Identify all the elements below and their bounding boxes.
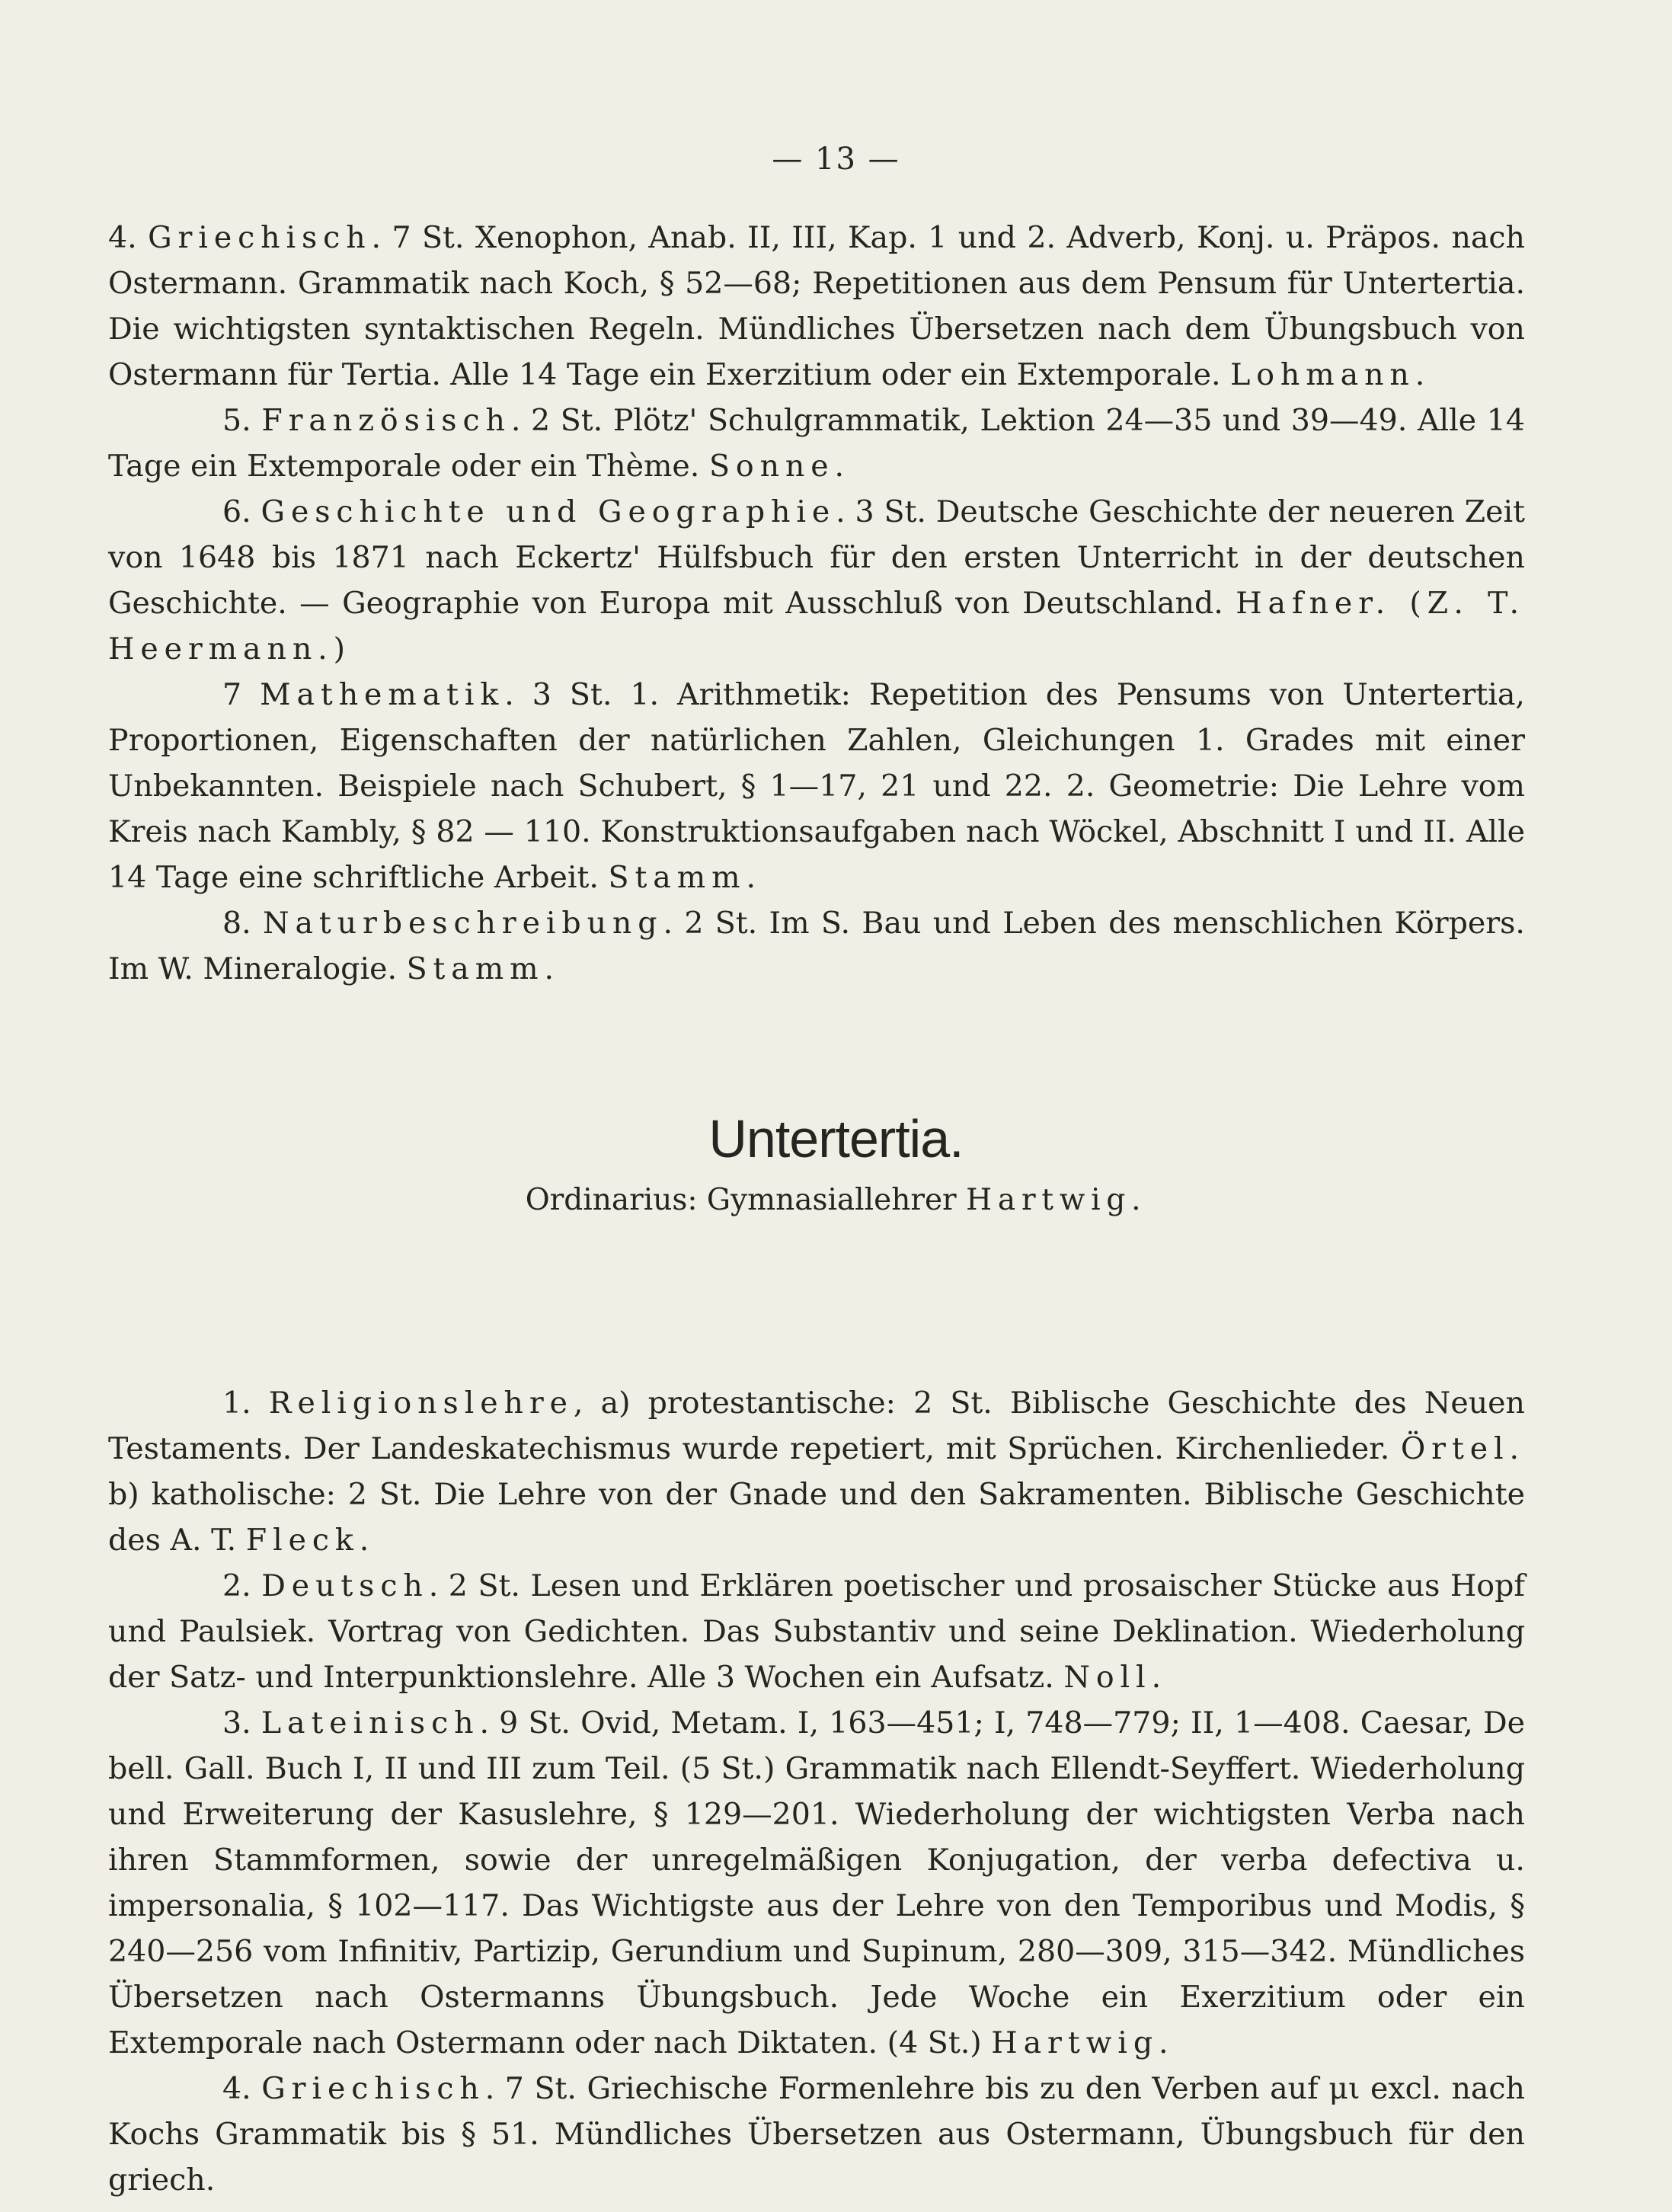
subject-mathematik: Mathematik xyxy=(260,677,505,712)
section-obertertia-continued xyxy=(108,215,1525,992)
paragraph-deutsch: 2. Deutsch. 2 St. Lesen und Erklären poetischer und prosaischer Stücke aus Hopf und Paulsiek. Vortrag von Gedichten. Das Substantiv und seine Deklination. Wiederholung der Satz- und Interpunktionslehre. Alle 3 Wochen ein Aufsatz. Noll. xyxy=(108,1568,1525,1695)
paragraph-lateinisch: 3. Lateinisch. 9 St. Ovid, Metam. I, 163—451; I, 748—779; II, 1—408. Caesar, De bell. Gall. Buch I, II und III zum Teil. (5 St.) Grammatik nach Ellendt-Seyffert. Wiederholung und Erweiterung der Kasuslehre, § 129—201. Wiederholung der wichtigsten Verba nach ihren Stammformen, sowie der unregelmäßigen Konjugation, der verba defectiva u. impersonalia, § 102—117. Das Wichtigste aus der Lehre von den Temporibus und Modis, § 240—256 vom Infinitiv, Partizip, Gerundium und Supinum, 280—309, 315—342. Mündliches Übersetzen nach Ostermanns Übungsbuch. Jede Woche ein Exerzitium oder ein Extemporale nach Ostermann oder nach Diktaten. (4 St.) Hartwig. xyxy=(108,1705,1525,2060)
subject-griechisch: Griechisch xyxy=(148,220,372,255)
section-untertertia xyxy=(108,1380,1525,2203)
subject-religionslehre: Religionslehre xyxy=(268,1386,574,1421)
teacher-name: Hafner. (Z. T. Heermann.) xyxy=(108,586,1525,666)
subject-franzoesisch: Französisch xyxy=(261,403,511,438)
page-number: — 13 — xyxy=(772,142,900,177)
paragraph-naturbeschreibung: 8. Naturbeschreibung. 2 St. Im S. Bau und Leben des menschlichen Körpers. Im W. Mineralogie. Stamm. xyxy=(108,906,1525,986)
paragraph-religionslehre: 1. Religionslehre, a) protestantische: 2 St. Biblische Geschichte des Neuen Testaments. Der Landeskatechismus wurde repetiert, mit Sprüchen. Kirchenlieder. Örtel. b) katholische: 2 St. Die Lehre von der Gnade und den Sakramenten. Biblische Geschichte des A. T. Fleck. xyxy=(108,1386,1525,1558)
teacher-name: Fleck. xyxy=(245,1523,376,1558)
paragraph-mathematik: 7 Mathematik. 3 St. 1. Arithmetik: Repetition des Pensums von Untertertia, Proportionen, Eigenschaften der natürlichen Zahlen, Gleichungen 1. Grades mit einer Unbekannten. Beispiele nach Schubert, § 1—17, 21 und 22. 2. Geometrie: Die Lehre vom Kreis nach Kambly, § 82 — 110. Konstruktionsaufgaben nach Wöckel, Abschnitt I und II. Alle 14 Tage eine schriftliche Arbeit. Stamm. xyxy=(108,677,1525,895)
subject-deutsch: Deutsch xyxy=(261,1568,429,1603)
paragraph-franzoesisch: 5. Französisch. 2 St. Plötz' Schulgrammatik, Lektion 24—35 und 39—49. Alle 14 Tage ein Extemporale oder ein Thème. Sonne. xyxy=(108,403,1526,484)
ordinarius-line: Ordinarius: Gymnasiallehrer Hartwig. xyxy=(525,1183,1147,1217)
teacher-name: Noll. xyxy=(1063,1660,1168,1695)
paragraph-griechisch: 4. Griechisch. 7 St. Xenophon, Anab. II, III, Kap. 1 und 2. Adverb, Konj. u. Präpos. nach Ostermann. Grammatik nach Koch, § 52—68; Repetitionen aus dem Pensum für Untertertia. Die wichtigsten syntaktischen Regeln. Mündliches Übersetzen nach dem Übungsbuch von Ostermann für Tertia. Alle 14 Tage ein Exerzitium oder ein Extemporale. Lohmann. xyxy=(108,220,1525,392)
subject-griechisch: Griechisch xyxy=(261,2071,485,2106)
teacher-name: Örtel. xyxy=(1400,1431,1525,1466)
subject-lateinisch: Lateinisch xyxy=(261,1705,480,1741)
teacher-name: Lohmann. xyxy=(1230,357,1431,392)
class-heading: Untertertia. xyxy=(708,1109,964,1168)
teacher-name: Hartwig. xyxy=(991,2025,1175,2060)
ordinarius-name: Hartwig. xyxy=(966,1183,1147,1217)
subject-naturbeschreibung: Naturbeschreibung xyxy=(263,906,663,941)
teacher-name: Sonne. xyxy=(708,449,850,484)
paragraph-geschichte: 6. Geschichte und Geographie. 3 St. Deutsche Geschichte der neueren Zeit von 1648 bis 1871 nach Eckertz' Hülfsbuch für den ersten Unterricht in der deutschen Geschichte. — Geographie von Europa mit Ausschluß von Deutschland. Hafner. (Z. T. Heermann.) xyxy=(108,494,1525,666)
paragraph-griechisch-untertertia: 4. Griechisch. 7 St. Griechische Formenlehre bis zu den Verben auf μι excl. nach Kochs Grammatik bis § 51. Mündliches Übersetzen aus Ostermann, Übungsbuch für den griech. xyxy=(108,2071,1525,2198)
teacher-name: Stamm. xyxy=(608,860,762,895)
subject-geschichte: Geschichte und Geographie xyxy=(261,494,836,529)
teacher-name: Stamm. xyxy=(406,951,560,986)
